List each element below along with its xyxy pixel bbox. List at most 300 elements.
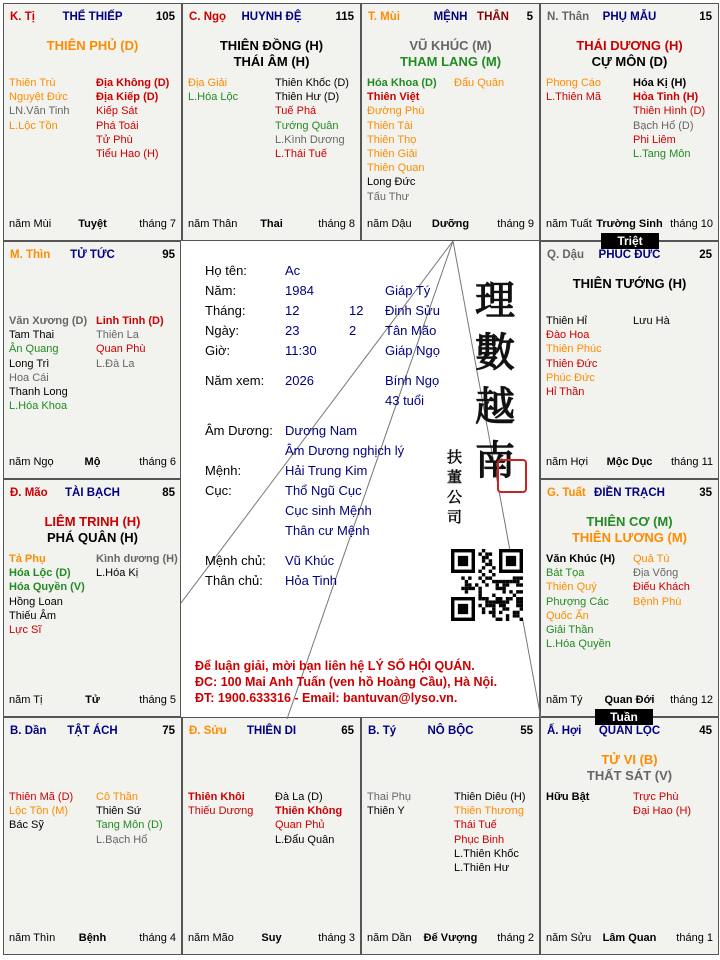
minor-star: Hóa Kị (H) [633, 77, 687, 89]
tuoi-value: 43 tuổi [385, 393, 425, 408]
qr-module [502, 583, 505, 586]
palace-header [189, 11, 354, 27]
qr-module [499, 618, 502, 621]
left-stars [9, 790, 73, 833]
palace-year: năm Thân [188, 218, 238, 230]
qr-module [468, 583, 471, 586]
minor-star: Phong Cáo [546, 77, 602, 89]
palace-stage: Mộc Dục [606, 456, 653, 468]
palace-year: năm Dậu [367, 218, 412, 230]
qr-module [496, 597, 499, 600]
palace-cell[interactable] [361, 717, 540, 955]
minor-star: Thiên Hỉ [546, 315, 587, 327]
minor-star: Thiên Giải [367, 148, 418, 161]
minor-star: Lưu Hà [633, 315, 670, 327]
qr-module [485, 552, 488, 555]
qr-module [489, 563, 492, 566]
minor-star: L.Kình Dương [275, 133, 345, 146]
left-stars [546, 552, 615, 651]
seal-stamp [497, 459, 527, 493]
qr-module [465, 590, 468, 593]
nam-xem-value: 2026 [285, 373, 314, 388]
qr-module [482, 566, 485, 569]
palace-name: TÀI BẠCH [65, 487, 120, 499]
palace-cell[interactable] [540, 479, 719, 717]
minor-star: Long Đức [367, 176, 416, 189]
menh-value: Hải Trung Kim [285, 463, 368, 478]
main-star: THIÊN CƠ (M) [586, 514, 673, 529]
qr-module [482, 549, 485, 552]
minor-star: L.Đà La [96, 357, 135, 370]
minor-star: Trực Phù [633, 791, 679, 803]
qr-module [502, 587, 505, 590]
qr-module [513, 594, 516, 597]
minor-star: Bệnh Phù [633, 595, 682, 608]
right-stars [633, 552, 690, 609]
left-stars [546, 314, 602, 399]
minor-star: Phi Liêm [633, 133, 676, 146]
calligraphy-char: 公 [447, 488, 463, 506]
left-stars [367, 790, 411, 818]
left-stars [9, 552, 85, 637]
qr-module [506, 597, 509, 600]
cuc-note-1: Cục sinh Mệnh [285, 503, 372, 518]
minor-star: L.Lộc Tồn [9, 119, 58, 132]
main-stars [541, 514, 718, 546]
qr-module [478, 576, 481, 579]
palace-year: năm Mùi [9, 218, 52, 230]
minor-star: L.Thiên Mã [546, 91, 602, 104]
palace-month: tháng 12 [670, 694, 713, 706]
minor-star: Thiên Tài [367, 119, 413, 132]
palace-cell[interactable] [182, 3, 361, 241]
ngay-am: 2 [349, 323, 357, 338]
minor-star: L.Hóa Quyền [546, 638, 611, 651]
qr-module [492, 573, 495, 576]
qr-module [482, 607, 485, 610]
palace-name: HUYNH ĐỆ [241, 11, 302, 23]
minor-star: Địa Võng [633, 567, 679, 580]
minor-star: Thiên Hư (D) [275, 91, 340, 104]
qr-module [489, 552, 492, 555]
minor-star: Địa Không (D) [96, 77, 170, 89]
minor-star: Tả Phụ [9, 553, 46, 565]
qr-module [492, 580, 495, 583]
palace-stage: Trường Sinh [596, 218, 663, 230]
qr-module [485, 597, 488, 600]
qr-module [482, 573, 485, 576]
minor-star: Phá Toái [96, 119, 139, 132]
qr-module [516, 600, 519, 603]
qr-finder [458, 556, 468, 566]
qr-module [506, 600, 509, 603]
qr-module [499, 604, 502, 607]
ngay-value: 23 [285, 323, 300, 338]
palace-year: năm Sửu [546, 932, 592, 944]
qr-module [516, 611, 519, 614]
palace-branch: Đ. Mão [10, 487, 48, 499]
palace-cell[interactable] [182, 717, 361, 955]
palace-cell[interactable] [540, 241, 719, 479]
gio-label: Giờ: [205, 343, 231, 358]
palace-cell[interactable] [540, 3, 719, 241]
qr-module [478, 604, 481, 607]
minor-star: Thiếu Dương [188, 805, 254, 818]
palace-stage: Bệnh [78, 932, 107, 944]
qr-module [516, 597, 519, 600]
palace-year: năm Tị [9, 694, 43, 706]
qr-module [502, 600, 505, 603]
palace-year: năm Thìn [9, 932, 56, 944]
qr-module [513, 611, 516, 614]
minor-star: Điếu Khách [633, 581, 690, 594]
menh-chu-label: Mệnh chủ: [205, 553, 266, 568]
minor-star: Địa Kiếp (D) [96, 91, 159, 104]
palace-footer [367, 218, 534, 232]
nam-can: Giáp Tý [385, 283, 431, 298]
qr-module [506, 614, 509, 617]
qr-module [478, 594, 481, 597]
qr-code[interactable] [451, 549, 523, 621]
palace-footer [367, 932, 534, 946]
palace-cell[interactable] [540, 717, 719, 955]
qr-module [492, 600, 495, 603]
minor-star: Nguyệt Đức [9, 91, 68, 104]
minor-star: Kiếp Sát [96, 105, 138, 118]
qr-module [509, 580, 512, 583]
cuc-note-2: Thân cư Mệnh [285, 523, 370, 538]
minor-star: Thiên Khốc (D) [275, 77, 349, 89]
palace-cell[interactable] [3, 241, 182, 479]
main-stars [4, 514, 181, 546]
menh-chu-value: Vũ Khúc [285, 553, 335, 568]
qr-module [478, 590, 481, 593]
triet-tag: Triệt [601, 233, 659, 249]
palace-name: ĐIỀN TRẠCH [594, 487, 665, 499]
qr-module [496, 587, 499, 590]
contact-address: ĐC: 100 Mai Anh Tuấn (ven hồ Hoàng Cầu), Hà Nội. [195, 675, 498, 689]
palace-footer [546, 932, 713, 946]
minor-star: Quan Phù [96, 343, 146, 356]
right-stars [633, 76, 705, 161]
minor-star: Phượng Các [546, 595, 609, 608]
minor-star: Thiên La [96, 329, 139, 342]
palace-name: THIÊN DI [246, 725, 297, 737]
palace-footer [9, 456, 176, 470]
qr-module [499, 597, 502, 600]
palace-cell[interactable] [3, 717, 182, 955]
minor-star: Thiên Quan [367, 162, 425, 175]
palace-header [10, 487, 175, 503]
qr-module [465, 587, 468, 590]
palace-branch: N. Thân [547, 11, 590, 23]
main-stars [541, 752, 718, 784]
qr-module [520, 600, 523, 603]
main-star: PHÁ QUÂN (H) [47, 530, 138, 545]
qr-module [516, 590, 519, 593]
minor-star: Tử Phù [96, 133, 133, 146]
palace-header [547, 487, 712, 503]
qr-module [520, 597, 523, 600]
minor-star: Hồng Loan [9, 595, 63, 608]
palace-cell[interactable] [361, 3, 540, 241]
minor-star: Bạch Hổ (D) [633, 119, 694, 132]
minor-star: Hỉ Thần [546, 386, 585, 399]
palace-header [10, 249, 175, 265]
minor-star: Tang Môn (D) [96, 819, 163, 832]
right-stars [275, 790, 342, 847]
palace-cell[interactable] [3, 3, 182, 241]
minor-star: Hữu Bật [546, 791, 590, 803]
minor-star: Hoa Cái [9, 371, 49, 384]
palace-number: 95 [162, 249, 175, 261]
palace-name: QUAN LỘC [598, 725, 661, 737]
qr-module [478, 570, 481, 573]
palace-stage: Lâm Quan [602, 932, 657, 944]
palace-number: 25 [699, 249, 712, 261]
calligraphy-char: 扶 [447, 448, 463, 466]
qr-module [513, 614, 516, 617]
left-stars [546, 76, 601, 104]
main-star: TỬ VI (B) [601, 752, 658, 767]
palace-name: PHÚC ĐỨC [598, 249, 661, 261]
palace-header [368, 11, 533, 27]
ho-ten-value: Ac [285, 263, 301, 278]
palace-year: năm Dần [367, 932, 412, 944]
palace-number: 85 [162, 487, 175, 499]
nam-value: 1984 [285, 283, 314, 298]
minor-star: L.Đẩu Quân [275, 833, 335, 846]
minor-star: L.Thiên Khốc [454, 847, 519, 860]
minor-star: L.Hóa Khoa [9, 400, 68, 413]
palace-header [547, 249, 712, 265]
calligraphy-char: 理 [475, 277, 515, 324]
qr-module [478, 587, 481, 590]
right-stars [633, 314, 670, 328]
minor-star: L.Hóa Lộc [188, 91, 239, 104]
palace-footer [546, 218, 713, 232]
palace-number: 65 [341, 725, 354, 737]
palace-footer [9, 694, 176, 708]
qr-module [509, 590, 512, 593]
palace-branch: G. Tuất [547, 487, 586, 499]
qr-module [520, 576, 523, 579]
palace-number: 15 [699, 11, 712, 23]
palace-branch: Đ. Sửu [189, 725, 227, 737]
palace-branch: C. Ngọ [189, 11, 227, 23]
minor-star: Thiên Y [367, 805, 405, 818]
tuan-tag: Tuần [595, 709, 653, 725]
palace-name: NÔ BỘC [427, 725, 474, 737]
palace-name: THỂ THIẾP [62, 11, 123, 23]
qr-module [506, 607, 509, 610]
palace-footer [9, 218, 176, 232]
qr-module [499, 611, 502, 614]
minor-star: Quả Tú [633, 553, 670, 565]
qr-module [475, 583, 478, 586]
than-chu-label: Thân chủ: [205, 573, 263, 588]
calligraphy-char: 南 [475, 437, 515, 484]
qr-module [499, 600, 502, 603]
nam-label: Năm: [205, 283, 237, 298]
qr-module [506, 618, 509, 621]
am-duong-label: Âm Dương: [205, 423, 273, 438]
cuc-value: Thổ Ngũ Cục [285, 483, 362, 498]
palace-stage: Tuyệt [78, 218, 107, 230]
palace-month: tháng 1 [676, 932, 713, 944]
ngay-can: Tân Mão [385, 323, 437, 338]
qr-module [502, 604, 505, 607]
palace-year: năm Hợi [546, 456, 589, 468]
qr-module [465, 583, 468, 586]
qr-module [485, 600, 488, 603]
qr-module [492, 607, 495, 610]
palace-stage: Đế Vượng [423, 932, 478, 944]
palace-header [368, 725, 533, 741]
qr-module [485, 556, 488, 559]
minor-star: Kình dương (H) [96, 553, 178, 565]
calligraphy-char: 越 [475, 383, 515, 430]
main-star: THÁI DƯƠNG (H) [576, 38, 683, 53]
minor-star: L.Tang Môn [633, 148, 691, 161]
qr-module [520, 604, 523, 607]
minor-star: Thiên Mã (D) [9, 791, 74, 803]
qr-finder [506, 556, 516, 566]
qr-module [506, 580, 509, 583]
right-stars [96, 76, 169, 161]
palace-stage: Quan Đới [604, 694, 655, 706]
minor-star: Thiên Việt [367, 91, 420, 104]
minor-star: Đẩu Quân [454, 77, 505, 89]
minor-star: Văn Xương (D) [9, 315, 88, 327]
right-stars [96, 314, 164, 371]
palace-year: năm Tý [546, 694, 583, 706]
palace-cell[interactable] [3, 479, 182, 717]
palace-header [10, 11, 175, 27]
minor-star: LN.Văn Tinh [9, 105, 70, 118]
palace-number: 45 [699, 725, 712, 737]
qr-module [492, 566, 495, 569]
qr-module [499, 587, 502, 590]
qr-code-graphic [451, 549, 523, 621]
palace-header [547, 725, 712, 741]
minor-star: Hóa Khoa (D) [367, 77, 437, 89]
contact-line-1: Để luận giải, mời bạn liên hệ LÝ SỐ HỘI QUÁN. [195, 659, 475, 673]
minor-star: Giải Thần [546, 624, 594, 637]
minor-star: Thiên Phúc [546, 343, 602, 356]
am-duong-note: Âm Dương nghịch lý [285, 443, 405, 458]
main-star: CỰ MÔN (D) [591, 54, 668, 69]
palace-month: tháng 6 [139, 456, 176, 468]
minor-star: Thiên Quý [546, 581, 597, 594]
palace-month: tháng 3 [318, 932, 355, 944]
qr-module [496, 600, 499, 603]
qr-module [461, 576, 464, 579]
palace-footer [546, 456, 713, 470]
minor-star: Linh Tinh (D) [96, 315, 164, 327]
nam-xem-label: Năm xem: [205, 373, 265, 388]
minor-star: Hóa Lộc (D) [9, 567, 71, 580]
minor-star: Đào Hoa [546, 329, 590, 342]
palace-month: tháng 5 [139, 694, 176, 706]
qr-module [472, 587, 475, 590]
menh-label: Mệnh: [205, 463, 242, 478]
qr-module [492, 614, 495, 617]
minor-star: Ân Quang [9, 343, 59, 356]
right-stars [96, 790, 163, 847]
palace-branch: Ấ. Hợi [547, 725, 582, 737]
gio-value: 11:30 [285, 343, 317, 358]
minor-star: Thiên Khôi [188, 791, 245, 803]
qr-module [516, 583, 519, 586]
qr-module [502, 590, 505, 593]
nam-xem-can: Bính Ngọ [385, 373, 440, 388]
minor-star: Thiên Đức [546, 357, 598, 370]
left-stars [9, 314, 87, 413]
qr-module [513, 576, 516, 579]
minor-star: L.Hóa Kị [96, 567, 139, 580]
palace-header [189, 725, 354, 741]
minor-star: Bác Sỹ [9, 819, 44, 832]
palace-branch: B. Dần [10, 725, 47, 737]
main-star: THẤT SÁT (V) [586, 768, 673, 783]
than-marker: THÂN [477, 11, 509, 23]
minor-star: Lộc Tồn (M) [9, 805, 69, 818]
minor-star: Tấu Thư [367, 190, 410, 203]
palace-number: 55 [520, 725, 533, 737]
calligraphy-char: 董 [447, 468, 463, 486]
palace-stage: Suy [261, 932, 282, 944]
minor-star: Hỏa Tinh (H) [633, 91, 699, 104]
minor-star: Thiếu Âm [9, 609, 57, 622]
minor-star: Long Trì [9, 357, 50, 370]
calligraphy-char: 數 [475, 329, 515, 376]
minor-star: Quốc Ấn [546, 609, 589, 622]
minor-star: Thiên Sứ [96, 805, 142, 818]
palace-month: tháng 8 [318, 218, 355, 230]
palace-month: tháng 4 [139, 932, 176, 944]
qr-module [516, 614, 519, 617]
qr-module [489, 600, 492, 603]
palace-stage: Mộ [84, 456, 101, 468]
minor-star: Địa Giải [188, 77, 228, 89]
qr-module [489, 604, 492, 607]
qr-module [513, 580, 516, 583]
palace-month: tháng 11 [670, 456, 713, 468]
minor-star: Quan Phủ [275, 819, 325, 832]
gio-can: Giáp Ngọ [385, 343, 440, 358]
palace-number: 115 [335, 11, 354, 23]
left-stars [188, 790, 253, 818]
palace-number: 35 [699, 487, 712, 499]
palace-branch: T. Mùi [368, 11, 400, 23]
minor-star: Thai Phụ [367, 791, 412, 803]
palace-month: tháng 7 [139, 218, 176, 230]
thang-am: 12 [349, 303, 364, 318]
palace-number: 75 [162, 725, 175, 737]
qr-module [485, 604, 488, 607]
main-star: THIÊN ĐỒNG (H) [219, 38, 324, 53]
minor-star: Đường Phù [367, 105, 425, 118]
qr-module [502, 580, 505, 583]
palace-header [10, 725, 175, 741]
qr-module [506, 583, 509, 586]
ngay-label: Ngày: [205, 323, 239, 338]
palace-header [547, 11, 712, 27]
center-info-panel [180, 240, 540, 718]
qr-module [482, 559, 485, 562]
qr-module [516, 580, 519, 583]
